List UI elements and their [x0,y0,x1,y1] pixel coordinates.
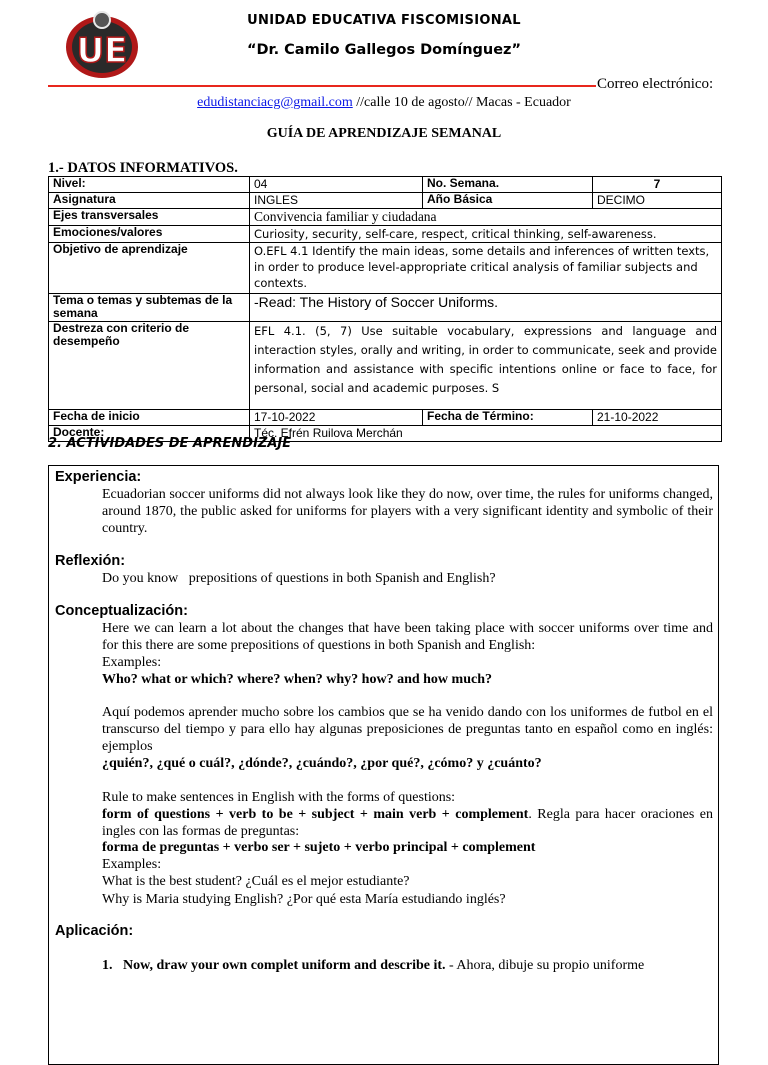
ejes-value: Convivencia familiar y ciudadana [250,209,722,226]
semana-label: No. Semana. [423,177,593,193]
reflexion-text: Do you know prepositions of questions in both Spanish and English? [102,571,496,586]
example-1: What is the best student? ¿Cuál es el mejor estudiante? [102,874,410,889]
fecha-inicio-label: Fecha de inicio [49,410,250,426]
header-divider [48,85,596,87]
objetivo-value: O.EFL 4.1 Identify the main ideas, some details and inferences of written texts, in order to produce level-appropriate critical analysis of familiar subjects and contexts. [250,243,722,294]
table-row [49,226,722,243]
rule-es-intro: . Regla para hacer oraciones en ingles con las formas de preguntas: [102,807,714,839]
concept-examples-label: Examples: [102,655,162,670]
rule-paragraph [102,806,713,840]
anio-label: Año Básica [423,193,593,209]
fecha-inicio-value: 17-10-2022 [250,410,423,426]
school-subtitle: “Dr. Camilo Gallegos Domínguez” [246,42,522,58]
emociones-value: Curiosity, security, self-care, respect, critical thinking, self-awareness. [250,226,722,243]
guide-title: GUÍA DE APRENDIZAJE SEMANAL [266,126,502,141]
nivel-label: Nivel: [49,177,250,193]
docente-label: Docente: [49,426,250,442]
table-row [49,177,722,193]
aplicacion-item-1 [102,957,713,974]
table-row [49,209,722,226]
destreza-value: EFL 4.1. (5, 7) Use suitable vocabulary, expressions and language and interaction styles, orally and writing, in order to communicate, seek and provide information and assistance with specific intentions online or face to face, for personal, social and academic purposes. S [250,322,722,410]
address-text: //calle 10 de agosto// Macas - Ecuador [352,95,571,110]
experiencia-heading: Experiencia: [55,469,142,485]
ejes-label: Ejes transversales [49,209,250,226]
activities-box [48,465,719,1065]
tema-label: Tema o temas y subtemas de la semana [49,294,250,322]
table-row [49,294,722,322]
fecha-termino-label: Fecha de Término: [423,410,593,426]
section1-title: 1.- DATOS INFORMATIVOS. [48,160,238,176]
tema-value: -Read: The History of Soccer Uniforms. [250,294,722,322]
semana-value: 7 [593,177,722,193]
concept-paragraph-es: Aquí podemos aprender mucho sobre los cambios que se ha venido dando con los uniformes de futbol en el transcurso del tiempo y para ello hay algunas preposiciones de preguntas tanto en español como en inglés: ejemplos [102,705,713,754]
rule-intro: Rule to make sentences in English with the forms of questions: [102,790,456,805]
asignatura-value: INGLES [250,193,423,209]
aplicacion-number: 1. [102,958,113,973]
concept-questions-es: ¿quién?, ¿qué o cuál?, ¿dónde?, ¿cuándo?, ¿por qué?, ¿cómo? y ¿cuánto? [102,756,542,771]
email-label: Correo electrónico: [597,76,714,92]
nivel-value: 04 [250,177,423,193]
objetivo-label: Objetivo de aprendizaje [49,243,250,294]
table-row [49,410,722,426]
conceptualizacion-heading: Conceptualización: [55,603,188,619]
table-row [49,322,722,410]
rule-formula-en: form of questions + verb to be + subject + main verb + complement [102,807,529,822]
example-2: Why is Maria studying English? ¿Por qué esta María estudiando inglés? [102,892,506,907]
anio-value: DECIMO [593,193,722,209]
experiencia-text: Ecuadorian soccer uniforms did not always look like they do now, over time, the rules for uniforms changed, around 1870, the public asked for uniforms for players with a very significant identity and symbolic of their country. [102,487,713,536]
logo-text: UE [76,31,128,71]
reflexion-heading: Reflexión: [55,553,126,569]
info-table [48,176,722,442]
table-row [49,193,722,209]
concept-questions-en: Who? what or which? where? when? why? how? and how much? [102,672,492,687]
emociones-label: Emociones/valores [49,226,250,243]
aplicacion-heading: Aplicación: [55,923,134,939]
email-link[interactable]: edudistanciacg@gmail.com [197,95,353,110]
rule-formula-es: forma de preguntas + verbo ser + sujeto + verbo principal + complement [102,840,536,855]
concept-paragraph-en: Here we can learn a lot about the changes that have been taking place with soccer uniforms over time and for this there are some prepositions of questions in both Spanish and English: [102,621,713,653]
school-name: UNIDAD EDUCATIVA FISCOMISIONAL [247,13,521,28]
aplicacion-instruction: Now, draw your own complet uniform and describe it. [123,958,446,973]
table-row [49,243,722,294]
aplicacion-instruction-es: - Ahora, dibuje su propio uniforme [445,958,645,973]
docente-value: Téc. Efrén Ruilova Merchán [250,426,722,442]
address-line [0,95,768,111]
concept-examples-label-2: Examples: [102,857,162,872]
destreza-label: Destreza con criterio de desempeño [49,322,250,410]
fecha-termino-value: 21-10-2022 [593,410,722,426]
asignatura-label: Asignatura [49,193,250,209]
section2-title: 2. ACTIVIDADES DE APRENDIZAJE [48,436,292,451]
